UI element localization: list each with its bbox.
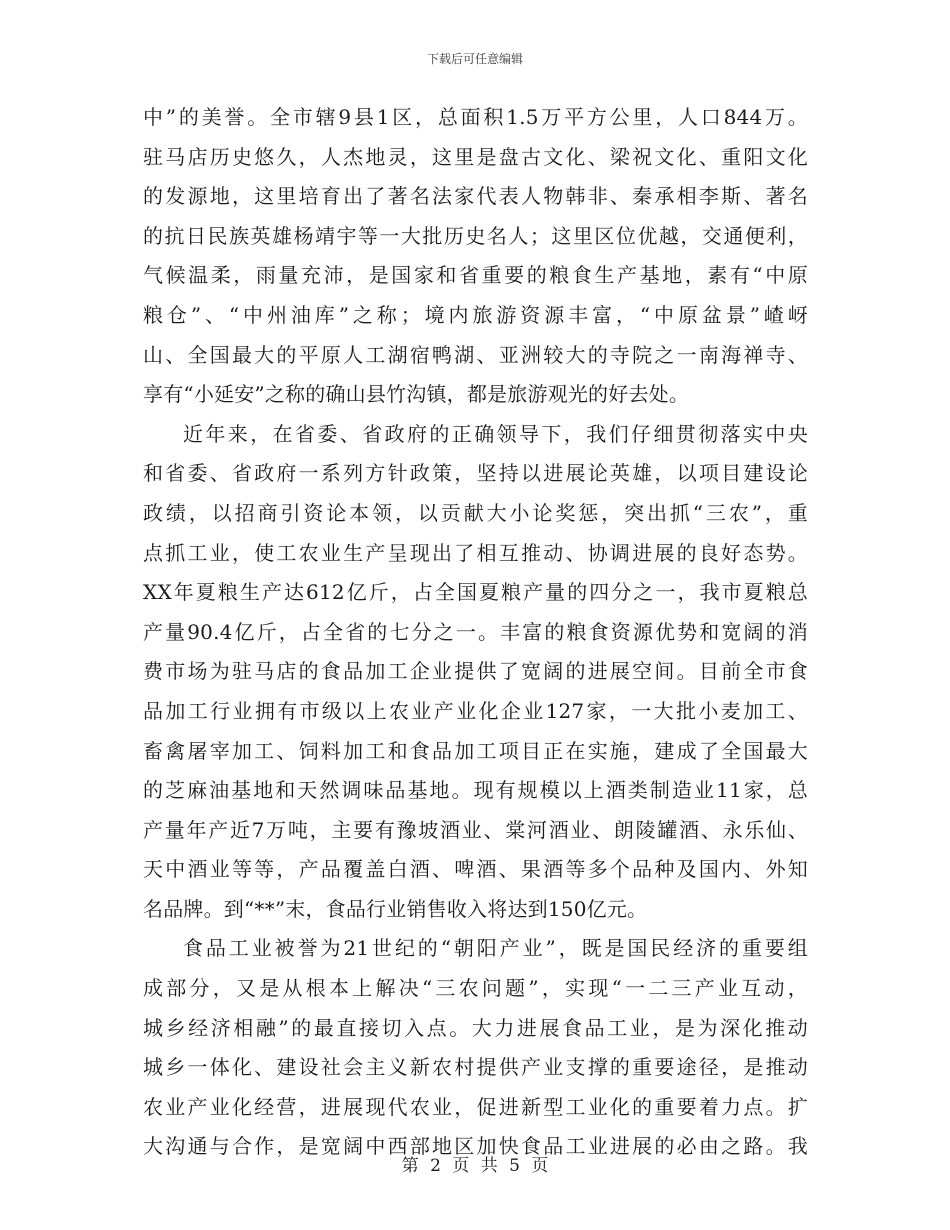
text-line: 食品工业被誉为21世纪的“朝阳产业”，既是国民经济的重要组	[183, 936, 808, 961]
text-line: 城乡经济相融”的最直接切入点。大力进展食品工业，是为深化推动	[143, 1015, 808, 1040]
text-line: 近年来，在省委、省政府的正确领导下，我们仔细贯彻落实中央	[183, 421, 808, 446]
text-line: 品加工行业拥有市级以上农业产业化企业127家，一大批小麦加工、	[143, 698, 808, 723]
text-line: 中”的美誉。全市辖9县1区，总面积1.5万平方公里，人口844万。	[143, 105, 808, 129]
text-line: 气候温柔，雨量充沛，是国家和省重要的粮食生产基地，素有“中原	[143, 263, 808, 288]
text-line: 天中酒业等等，产品覆盖白酒、啤酒、果酒等多个品种及国内、外知	[143, 857, 808, 882]
text-line: 大沟通与合作，是宽阔中西部地区加快食品工业进展的必由之路。我	[143, 1134, 808, 1159]
text-line: 的芝麻油基地和天然调味品基地。现有规模以上酒类制造业11家，总	[143, 778, 808, 803]
text-line: 驻马店历史悠久，人杰地灵，这里是盘古文化、梁祝文化、重阳文化	[143, 144, 808, 169]
text-line: XX年夏粮生产达612亿斤，占全国夏粮产量的四分之一，我市夏粮总	[143, 580, 808, 605]
text-line: 畜禽屠宰加工、饲料加工和食品加工项目正在实施，建成了全国最大	[143, 738, 808, 763]
text-line: 粮仓”、“中州油库”之称；境内旅游资源丰富，“中原盆景”嵖岈	[143, 302, 808, 327]
text-line: 政绩，以招商引资论本领，以贡献大小论奖惩，突出抓“三农”，重	[143, 500, 808, 525]
text-line: 费市场为驻马店的食品加工企业提供了宽阔的进展空间。目前全市食	[143, 659, 808, 684]
text-line: 城乡一体化、建设社会主义新农村提供产业支撑的重要途径，是推动	[143, 1055, 808, 1080]
text-line: 山、全国最大的平原人工湖宿鸭湖、亚洲较大的寺院之一南海禅寺、	[143, 342, 808, 367]
document-body	[143, 98, 808, 1167]
page-footer: 第 2 页 共 5 页	[401, 1156, 549, 1176]
text-line: 产量90.4亿斤，占全省的七分之一。丰富的粮食资源优势和宽阔的消	[143, 619, 808, 644]
text-line: 享有“小延安”之称的确山县竹沟镇，都是旅游观光的好去处。	[143, 382, 690, 407]
text-line: 的发源地，这里培育出了著名法家代表人物韩非、秦承相李斯、著名	[143, 184, 808, 209]
text-line: 农业产业化经营，进展现代农业，促进新型工业化的重要着力点。扩	[143, 1094, 808, 1119]
text-line: 的抗日民族英雄杨靖宇等一大批历史名人；这里区位优越，交通便利，	[143, 223, 808, 248]
paragraph	[143, 929, 808, 1167]
text-line: 和省委、省政府一系列方针政策，坚持以进展论英雄，以项目建设论	[143, 461, 808, 486]
paragraph	[143, 415, 808, 930]
text-line: 点抓工业，使工农业生产呈现出了相互推动、协调进展的良好态势。	[143, 540, 808, 565]
text-line: 产量年产近7万吨，主要有豫坡酒业、棠河酒业、朗陵罐酒、永乐仙、	[143, 817, 808, 842]
paragraph	[143, 98, 808, 415]
text-line: 名品牌。到“**”末，食品行业销售收入将达到150亿元。	[143, 896, 648, 921]
text-line: 成部分，又是从根本上解决“三农问题”，实现“一二三产业互动，	[143, 976, 808, 1001]
page-header: 下载后可任意编辑	[426, 52, 523, 66]
